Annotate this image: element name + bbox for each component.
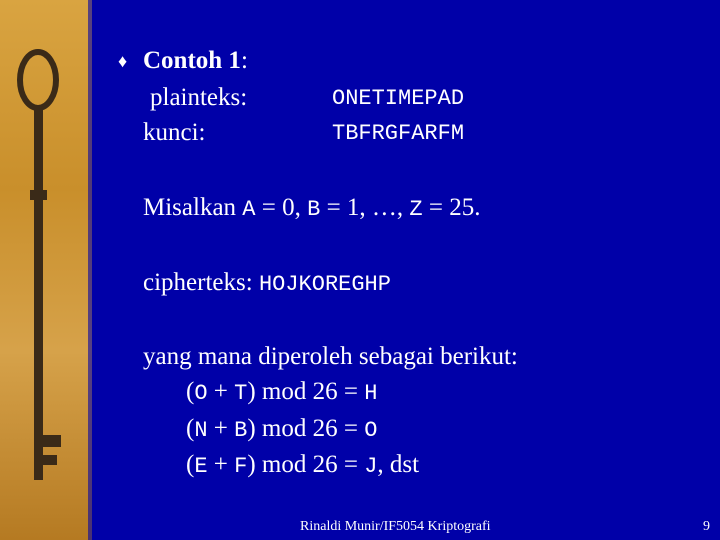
plain-letter: O	[194, 381, 208, 406]
key-icon	[10, 40, 70, 510]
derivation-line-2	[186, 414, 377, 446]
key-letter: B	[234, 418, 248, 443]
ciphertext-label: cipherteks:	[143, 269, 259, 296]
paren-open: (	[186, 451, 195, 478]
derivation-line-1	[186, 377, 377, 409]
key-label: kunci:	[143, 119, 206, 146]
bullet-icon: ♦	[118, 51, 128, 71]
plaintext-label: plainteks:	[150, 84, 248, 111]
derivation-line-3	[186, 450, 419, 482]
footer-author: Rinaldi Munir/IF5054 Kriptografi	[300, 519, 491, 534]
key-letter: T	[234, 381, 248, 406]
letter-z: Z	[409, 197, 423, 222]
ciphertext-line	[143, 268, 391, 300]
mod-expression: ) mod 26 =	[247, 415, 365, 442]
line-tail: , dst	[377, 451, 420, 478]
plain-letter: E	[194, 454, 208, 479]
mod-expression: ) mod 26 =	[247, 451, 365, 478]
ciphertext-value: HOJKOREGHP	[258, 272, 391, 297]
heading-colon: :	[240, 47, 248, 74]
assumption-line	[143, 193, 480, 225]
cipher-letter: H	[364, 381, 378, 406]
heading-title: Contoh 1	[143, 47, 241, 74]
derivation-intro: yang mana diperoleh sebagai berikut:	[143, 343, 518, 370]
cipher-letter: J	[364, 454, 378, 479]
key-letter: F	[234, 454, 248, 479]
mod-expression: ) mod 26 =	[247, 378, 365, 405]
assume-prefix: Misalkan	[143, 194, 243, 221]
assume-eq1: = 1, …,	[320, 194, 410, 221]
assume-eq0: = 0,	[255, 194, 308, 221]
slide-heading	[143, 46, 248, 76]
cipher-letter: O	[364, 418, 378, 443]
page-number: 9	[703, 519, 710, 534]
sidebar-key-image	[0, 0, 92, 540]
plus-sign: +	[207, 451, 235, 478]
plaintext-value: ONETIMEPAD	[332, 86, 465, 111]
plain-letter: N	[194, 418, 208, 443]
key-value: TBFRGFARFM	[332, 121, 465, 146]
assume-eq25: = 25.	[422, 194, 481, 221]
plus-sign: +	[207, 378, 235, 405]
letter-a: A	[242, 197, 256, 222]
letter-b: B	[307, 197, 321, 222]
paren-open: (	[186, 378, 195, 405]
plus-sign: +	[207, 415, 235, 442]
paren-open: (	[186, 415, 195, 442]
